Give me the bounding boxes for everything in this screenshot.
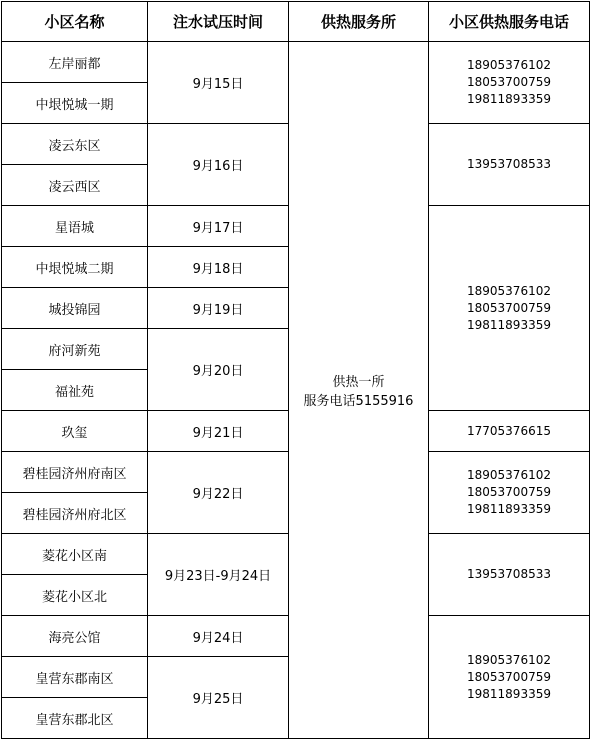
community-name: 玖玺 [2,411,148,452]
community-name: 碧桂园济州府南区 [2,452,148,493]
header-row [2,2,590,42]
phone-number: 18905376102 [467,283,551,298]
phone-group [429,616,590,739]
phone-group [429,206,590,411]
service-station-cell [289,42,429,739]
community-name: 凌云西区 [2,165,148,206]
community-name: 中垠悦城一期 [2,83,148,124]
community-name: 皇营东郡南区 [2,657,148,698]
phone-number: 18905376102 [467,652,551,667]
community-name: 海亮公馆 [2,616,148,657]
test-date: 9月15日 [148,42,289,124]
phone-number: 19811893359 [467,502,551,516]
header-pressure-test-time: 注水试压时间 [148,2,289,42]
header-service-station: 供热服务所 [289,2,429,42]
phone-number: 18053700759 [467,300,551,315]
header-service-phone: 小区供热服务电话 [429,2,590,42]
test-date: 9月21日 [148,411,289,452]
phone-group [429,411,590,452]
community-name: 城投锦园 [2,288,148,329]
test-date: 9月23日-9月24日 [148,534,289,616]
test-date: 9月25日 [148,657,289,739]
test-date: 9月24日 [148,616,289,657]
test-date: 9月18日 [148,247,289,288]
phone-number: 19811893359 [467,317,551,332]
phone-number: 19811893359 [467,686,551,701]
community-name: 菱花小区南 [2,534,148,575]
community-name: 府河新苑 [2,329,148,370]
phone-number: 13953708533 [467,567,551,581]
test-date: 9月16日 [148,124,289,206]
community-name: 中垠悦城二期 [2,247,148,288]
test-date: 9月22日 [148,452,289,534]
phone-number: 18053700759 [467,669,551,684]
station-phone: 服务电话5155916 [303,394,414,409]
phone-number: 18053700759 [467,485,551,499]
phone-group [429,534,590,616]
community-name: 星语城 [2,206,148,247]
phone-number: 13953708533 [467,157,551,171]
phone-number: 18053700759 [467,75,551,89]
community-name: 菱花小区北 [2,575,148,616]
community-name: 左岸丽都 [2,42,148,83]
community-name: 皇营东郡北区 [2,698,148,739]
phone-number: 18905376102 [467,58,551,72]
phone-group [429,124,590,206]
phone-number: 19811893359 [467,92,551,106]
phone-number: 17705376615 [467,423,551,438]
station-name: 供热一所 [332,375,385,390]
table-row [2,42,590,83]
test-date: 9月19日 [148,288,289,329]
phone-group [429,452,590,534]
heating-schedule-table [1,1,590,739]
header-community: 小区名称 [2,2,148,42]
community-name: 福祉苑 [2,370,148,411]
phone-group [429,42,590,124]
test-date: 9月17日 [148,206,289,247]
community-name: 凌云东区 [2,124,148,165]
community-name: 碧桂园济州府北区 [2,493,148,534]
phone-number: 18905376102 [467,468,551,482]
test-date: 9月20日 [148,329,289,411]
